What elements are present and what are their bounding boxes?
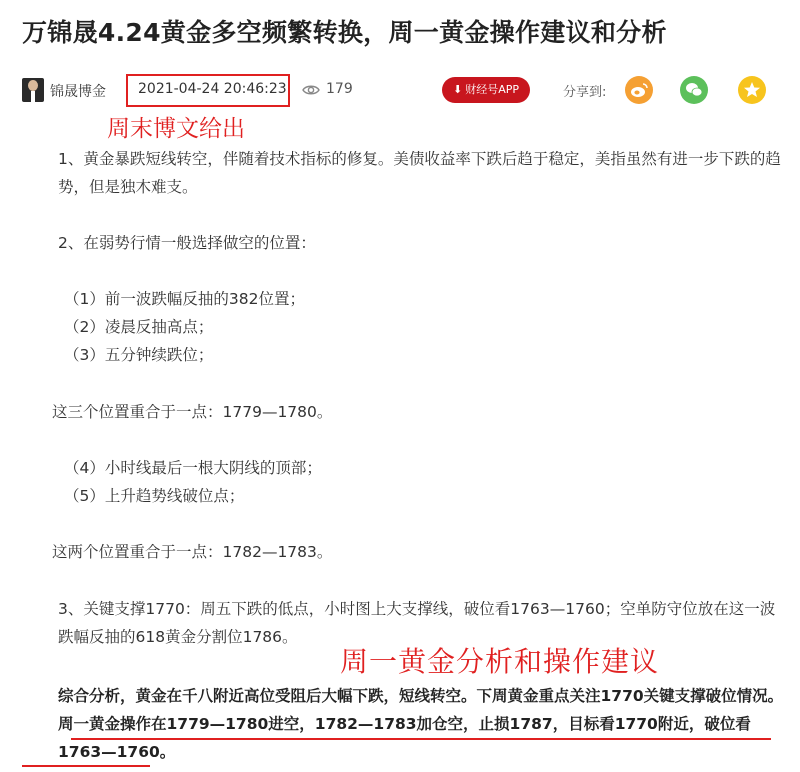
article-title: 万锦晟4.24黄金多空频繁转换，周一黄金操作建议和分析 [22,18,667,47]
favorite-star-icon[interactable] [738,76,766,104]
red-underline [22,765,150,767]
author-avatar[interactable] [22,78,44,102]
red-underline [71,738,771,740]
annotation-monday-advice: 周一黄金分析和操作建议 [340,645,660,678]
download-app-button[interactable] [442,77,530,103]
list-item: （1）前一波跌幅反抽的382位置； [64,290,305,308]
paragraph-3: 这三个位置重合于一点：1779—1780。 [52,403,333,421]
author-name[interactable]: 锦晟博金 [50,84,106,100]
wechat-icon[interactable] [680,76,708,104]
eye-icon [302,82,320,98]
annotation-weekend-post: 周末博文给出 [107,116,245,142]
list-item: （5）上升趋势线破位点； [64,487,245,505]
download-icon: ⬇ [452,83,463,96]
share-label: 分享到: [563,85,607,100]
paragraph-5: 3、关键支撑1770：周五下跌的低点，小时图上大支撑线，破位看1763—1760；空单防守位放在这一波跌幅反抽的618黄金分割位1786。 [58,600,776,646]
summary-paragraph: 综合分析，黄金在千八附近高位受阻后大幅下跌，短线转空。下周黄金重点关注1770关键支撑破位情况。周一黄金操作在1779—1780进空，1782—1783加仓空，止损1787，目标看1770附近，破位看1763—1760。 [58,687,784,761]
paragraph-4: 这两个位置重合于一点：1782—1783。 [52,543,333,561]
article-meta [22,74,782,106]
paragraph-2: 2、在弱势行情一般选择做空的位置： [58,234,316,252]
app-button-label: 财经号APP [465,83,519,96]
list-item: （4）小时线最后一根大阴线的顶部； [64,459,322,477]
publish-datetime: 2021-04-24 20:46:23 [138,81,287,97]
list-item: （3）五分钟续跌位； [64,346,214,364]
list-item: （2）凌晨反抽高点； [64,318,214,336]
paragraph-1: 1、黄金暴跌短线转空，伴随着技术指标的修复。美债收益率下跌后趋于稳定，美指虽然有进一步下跌的趋势，但是独木难支。 [58,150,781,196]
view-count: 179 [326,81,353,97]
weibo-icon[interactable] [625,76,653,104]
